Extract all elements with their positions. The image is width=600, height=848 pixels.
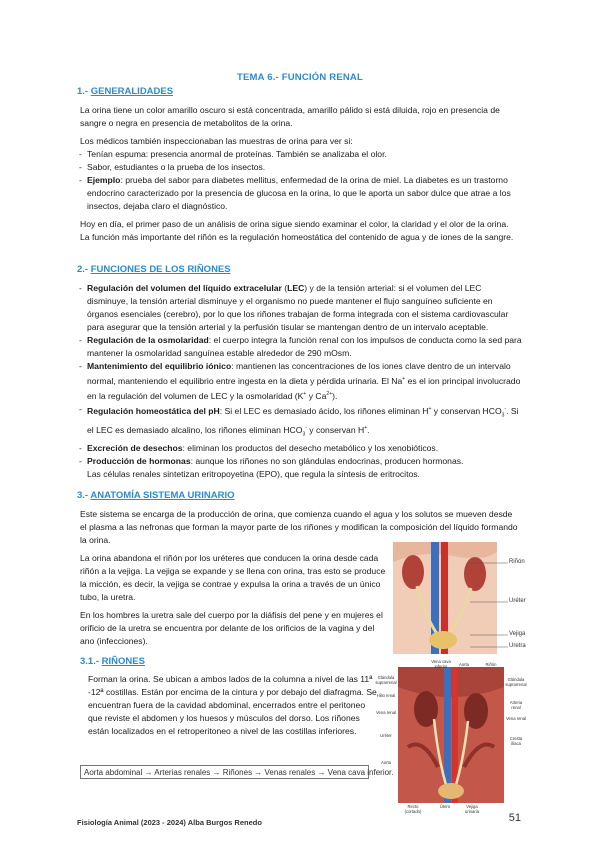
label-ureter: Uréter xyxy=(509,598,526,604)
label-vejiga: Vejiga xyxy=(509,631,526,637)
section-number: 3.1.- xyxy=(80,656,100,667)
label-ureter-left: Uréter xyxy=(380,733,392,738)
list-item: - Sabor, estudiantes o la prueba de los insectos. xyxy=(77,161,523,174)
label-rinon: Riñón xyxy=(509,559,525,565)
blood-flow-box: Aorta abdominal → Arterias renales → Riñones → Venas renales → Vena cava inferior. xyxy=(80,765,369,779)
label-vena-cava: Vena cava inferior xyxy=(431,659,451,669)
example-note: - Ejemplo: prueba del sabor para diabetes mellitus, enfermedad de la orina de miel. La diabetes es un trastorno endocrino caracterizado por la presencia de glucosa en la orina, lo que le aporta un sabor dulce que atrae a los insectos, dejaba claro el diagnóstico. xyxy=(77,174,523,213)
paragraph: Este sistema se encarga de la producción de orina, que comienza cuando el agua y los solutos se mueven desde el plasma a las nefronas que forman la mayor parte de los riñones y modifican la composición del líquido formando la orina. xyxy=(80,509,518,545)
page-title: TEMA 6.- FUNCIÓN RENAL xyxy=(237,72,363,83)
kidney-anatomy-illustration xyxy=(398,667,504,803)
label-uretra: Uretra xyxy=(509,643,526,649)
paragraph: En los hombres la uretra sale del cuerpo por la diáfisis del pene y en mujeres el orificio de la uretra se encuentra por delante de los orificios de la vagina y del ano (infecciones). xyxy=(80,610,383,646)
function-item-lec: - Regulación del volumen del líquido extracelular (LEC) y de la tensión arterial: si el volumen del LEC disminuye, la tensión arterial disminuye y el organismo no puede mantener el flujo sanguíneo suficiente en órganos esenciales (cerebro), por lo que los riñones trabajan de forma integrada con el sistema cardiovascular para asegurar que la tensión arterial y la perfusión tisular se mantengan dentro de un intervalo aceptable. xyxy=(77,282,523,334)
function-item-osmolaridad: - Regulación de la osmolaridad: el cuerpo integra la función renal con los impulsos de conducta como la sed para mantener la osmolaridad sanguínea estable alrededor de 290 mOsm. xyxy=(77,334,523,360)
label-aorta-left: Aorta xyxy=(380,760,391,765)
label-suprarrenal-left: Glándula suprarrenal xyxy=(375,675,397,685)
label-vena-renal-left: Vena renal xyxy=(375,710,397,715)
paragraph: La orina abandona el riñón por los uréteres que conducen la orina desde cada riñón a la vejiga. La vejiga se expande y se llena con orina, tras esto se produce la micción, es decir, la vejiga se contrae y expulsa la orina a través de un único tubo, la uretra. xyxy=(80,553,386,602)
function-item-ph: - Regulación homeostática del pH: Si el LEC es demasiado ácido, los riñones eliminan H+ y conservan $HCO_3^-$. Si el LEC es demasiado alcalino, los riñones eliminan $HCO_3^-$ y conservan H+. xyxy=(77,403,523,442)
label-vena-renal-right: Vena renal xyxy=(505,716,527,721)
section-number: 1.- xyxy=(77,86,89,97)
section-title: GENERALIDADES xyxy=(90,86,174,97)
paragraph: Hoy en día, el primer paso de un análisis de orina sigue siendo examinar el color, la claridad y el olor de la orina. La función más importante del riñón es la regulación homeostática del contenido de agua y de iones de la sangre. xyxy=(80,219,514,242)
section-title: ANATOMÍA SISTEMA URINARIO xyxy=(90,490,235,501)
label-aorta-top: Aorta xyxy=(458,662,469,667)
label-arteria-renal: Arteria renal xyxy=(509,700,523,710)
page-number: 51 xyxy=(508,812,521,824)
subsection-heading-rinones xyxy=(80,656,145,667)
function-item-desechos: - Excreción de desechos: eliminan los productos del desecho metabólico y los xenobióticos. xyxy=(77,442,523,455)
function-item-hormonas: - Producción de hormonas: aunque los riñones no son glándulas endocrinas, producen hormonas. Las células renales sintetizan eritropoyetina (EPO), que regula la síntesis de eritrocitos. xyxy=(77,455,523,481)
label-hilio: Hilio renal xyxy=(376,693,396,698)
section-number: 3.- xyxy=(77,490,89,501)
paragraph: Los médicos también inspeccionaban las muestras de orina para ver si: xyxy=(80,136,353,146)
label-recto: Recto (cortado) xyxy=(404,804,422,814)
section-title: FUNCIONES DE LOS RIÑONES xyxy=(90,264,231,275)
label-cresta-iliaca: Cresta ilíaca xyxy=(509,736,523,746)
section-heading-anatomia xyxy=(77,490,234,501)
functions-list xyxy=(77,282,523,481)
label-utero: Útero xyxy=(439,804,451,809)
kidney-anatomy-figure xyxy=(398,667,504,803)
inspection-list xyxy=(77,148,523,213)
label-rinon-top: Riñón xyxy=(485,662,497,667)
section-number: 2.- xyxy=(77,264,89,275)
label-suprarrenal-right: Glándula suprarrenal xyxy=(505,677,527,687)
section-title: RIÑONES xyxy=(101,656,145,667)
list-item: - Tenían espuma: presencia anormal de proteínas. También se analizaba el olor. xyxy=(77,148,523,161)
function-item-ionico: - Mantenimiento del equilibrio iónico: mantienen las concentraciones de los iones clave dentro de un intervalo normal, manteniendo el equilibrio entre ingesta en la dieta y pérdida urinaria. El Na+ es el ion principal involucrado en la regulación del volumen de LEC y la osmolaridad (K+ y $Ca^{2+}$). xyxy=(77,360,523,403)
section-heading-funciones xyxy=(77,264,231,275)
section-heading-generalidades xyxy=(77,86,173,97)
figure-leader-lines xyxy=(470,555,510,650)
paragraph: Forman la orina. Se ubican a ambos lados de la columna a nivel de las 11ª -12ª costillas. Están por encima de la cintura y por debajo del diafragma. Se encuentran fuera de la cavidad abdominal, encerrados entre el peritoneo que reviste el abdomen y los huesos y músculos del dorso. Los riñones están localizados en el retroperitoneo a nivel de las costillas inferiores. xyxy=(88,674,377,736)
label-vejiga-urinaria: Vejiga urinaria xyxy=(465,804,479,814)
paragraph: La orina tiene un color amarillo oscuro si está concentrada, amarillo pálido si está diluida, rojo en presencia de sangre o negra en presencia de metabolitos de la orina. xyxy=(80,105,500,128)
page-footer: Fisiología Animal (2023 - 2024) Alba Burgos Renedo xyxy=(77,818,262,827)
